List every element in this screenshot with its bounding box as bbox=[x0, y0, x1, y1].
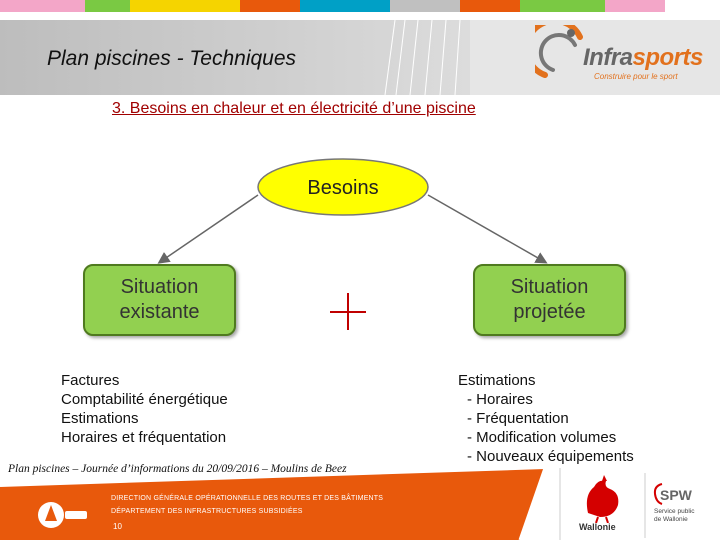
footer-caption: Plan piscines – Journée d’informations du 20/09/2016 – Moulins de Beez bbox=[8, 463, 347, 475]
spw-label: SPW bbox=[660, 487, 692, 503]
besoins-label: Besoins bbox=[307, 177, 379, 199]
situation-projetee-box bbox=[473, 264, 626, 336]
list-item: - Horaires bbox=[467, 391, 533, 408]
list-item: Estimations bbox=[61, 410, 139, 427]
footer-department-text: DÉPARTEMENT DES INFRASTRUCTURES SUBSIDIÉES bbox=[111, 508, 303, 515]
list-heading: Estimations bbox=[458, 372, 536, 389]
list-item: - Nouveaux équipements bbox=[467, 448, 634, 465]
list-item: Horaires et fréquentation bbox=[61, 429, 227, 446]
list-item: - Modification volumes bbox=[467, 429, 617, 446]
connector-left bbox=[160, 195, 258, 262]
page-title: Plan piscines - Techniques bbox=[47, 47, 297, 70]
section-subtitle: 3. Besoins en chaleur et en électricité d’une piscine bbox=[112, 100, 476, 117]
dgo1-logo-icon bbox=[35, 495, 95, 535]
situation-existante-label: Situation existante bbox=[119, 276, 200, 323]
logo-wordmark: Infrasports bbox=[583, 44, 703, 71]
situation-existante-box bbox=[83, 264, 236, 336]
wallonie-label: Wallonie bbox=[579, 522, 616, 532]
list-item: - Fréquentation bbox=[467, 410, 569, 427]
logo-tagline: Construire pour le sport bbox=[594, 72, 678, 81]
spw-sublabel: Service public de Wallonie bbox=[654, 508, 695, 523]
wallonie-rooster-icon bbox=[580, 473, 625, 523]
list-item: Comptabilité énergétique bbox=[61, 391, 228, 408]
connector-right bbox=[428, 195, 545, 262]
existing-sources-list bbox=[61, 371, 228, 447]
projected-estimates-list bbox=[458, 371, 634, 466]
footer-direction-text: DIRECTION GÉNÉRALE OPÉRATIONNELLE DES ROUTES ET DES BÂTIMENTS bbox=[111, 495, 384, 502]
situation-projetee-label: Situation projetée bbox=[510, 276, 589, 323]
list-item: Factures bbox=[61, 372, 120, 389]
page-number: 10 bbox=[113, 522, 122, 531]
